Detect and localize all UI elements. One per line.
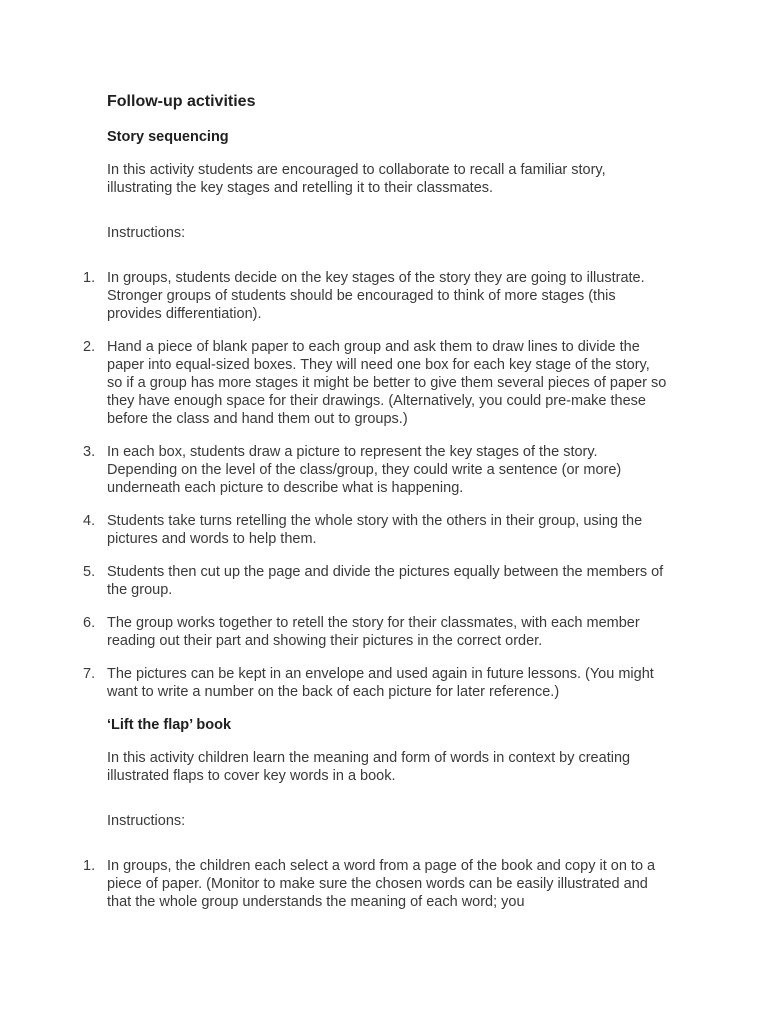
instructions-label: Instructions: — [107, 225, 186, 241]
steps-list — [83, 857, 667, 911]
section-heading: ‘Lift the flap’ book — [107, 717, 232, 733]
step-number: 6. — [83, 615, 96, 631]
step-number: 3. — [83, 444, 96, 460]
list-item — [83, 512, 667, 548]
step-text: In groups, the children each select a word from a page of the book and copy it on to a piece of paper. (Monitor to make sure the chosen words can be easily illustrated and that the whole group understands the meaning of each word; you — [107, 858, 656, 910]
step-number: 7. — [83, 666, 96, 682]
instructions-label: Instructions: — [107, 813, 186, 829]
step-number: 1. — [83, 858, 96, 874]
section-heading: Story sequencing — [107, 129, 229, 145]
step-number: 1. — [83, 270, 96, 286]
list-item — [83, 269, 667, 323]
step-text: In groups, students decide on the key stages of the story they are going to illustrate. Stronger groups of students should be encouraged to think of more stages (this provides differentiation). — [107, 270, 645, 322]
section-story-sequencing — [83, 128, 667, 701]
list-item — [83, 857, 667, 911]
step-number: 5. — [83, 564, 96, 580]
section-intro: In this activity children learn the meaning and form of words in context by creating illustrated flaps to cover key words in a book. — [107, 750, 631, 784]
section-intro: In this activity students are encouraged to collaborate to recall a familiar story, illustrating the key stages and retelling it to their classmates. — [107, 162, 606, 196]
list-item — [83, 443, 667, 497]
step-text: Hand a piece of blank paper to each group and ask them to draw lines to divide the paper into equal-sized boxes. They will need one box for each key stage of the story, so if a group has more stages it might be better to give them several pieces of paper so they have enough space for their drawings. (Alternatively, you could pre-make these before the class and hand them out to groups.) — [107, 339, 667, 427]
step-text: Students then cut up the page and divide the pictures equally between the members of the group. — [107, 564, 664, 598]
step-text: The group works together to retell the story for their classmates, with each member reading out their part and showing their pictures in the correct order. — [107, 615, 640, 649]
step-text: In each box, students draw a picture to represent the key stages of the story. Depending on the level of the class/group, they could write a sentence (or more) underneath each picture to describe what is happening. — [107, 444, 622, 496]
list-item — [83, 614, 667, 650]
step-number: 4. — [83, 513, 96, 529]
document-content — [83, 92, 667, 926]
page-title: Follow-up activities — [107, 93, 256, 110]
step-text: The pictures can be kept in an envelope and used again in future lessons. (You might want to write a number on the back of each picture for later reference.) — [107, 666, 654, 700]
steps-list — [83, 269, 667, 701]
list-item — [83, 563, 667, 599]
list-item — [83, 338, 667, 428]
list-item — [83, 665, 667, 701]
step-number: 2. — [83, 339, 96, 355]
section-lift-the-flap — [83, 716, 667, 911]
step-text: Students take turns retelling the whole story with the others in their group, using the pictures and words to help them. — [107, 513, 643, 547]
